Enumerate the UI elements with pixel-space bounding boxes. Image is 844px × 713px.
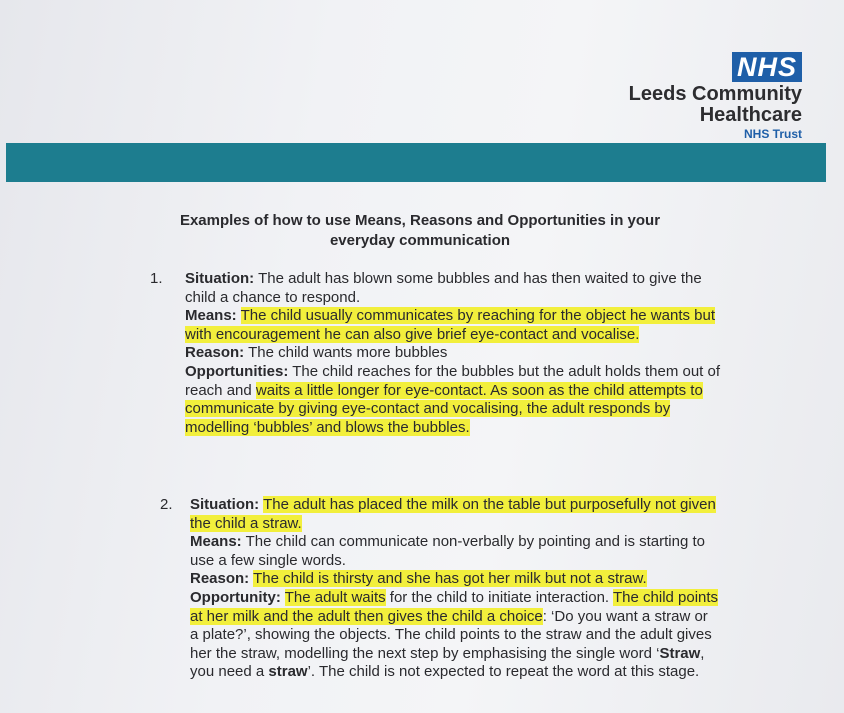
reason-paragraph <box>185 344 720 363</box>
means-label: Means: <box>185 307 237 325</box>
opportunity-text-continued: : ‘Do you want a straw or a plate?’, showing the objects. The child points to the straw and the adult gives her the straw, modelling the next step by emphasising the single word ‘ <box>190 607 712 662</box>
header-band <box>6 143 826 182</box>
means-text: The child can communicate non-verbally by pointing and is starting to use a few single words. <box>190 533 706 569</box>
list-item <box>160 496 720 682</box>
opportunity-paragraph <box>190 589 720 682</box>
opportunity-text: for the child to initiate interaction. <box>389 588 610 606</box>
word-straw: Straw <box>659 644 701 662</box>
org-trust: NHS Trust <box>743 127 802 141</box>
opportunity-choice-highlight: The child points at her milk and the adult then gives the child a choice <box>190 588 719 625</box>
opportunity-label: Opportunity: <box>190 588 281 606</box>
org-name-line1: Leeds Community <box>628 83 802 105</box>
situation-label: Situation: <box>190 496 260 513</box>
reason-text: The child wants more bubbles <box>248 344 448 362</box>
reason-label: Reason: <box>190 570 250 588</box>
opportunity-highlight: The adult waits <box>284 588 386 606</box>
reason-label: Reason: <box>185 344 245 362</box>
opportunity-text-end: ’. The child is not expected to repeat the word at this stage. <box>307 663 700 681</box>
title-line-2: everyday communication <box>329 232 511 249</box>
reason-paragraph <box>190 570 720 589</box>
nhs-logo-box: NHS <box>732 52 802 82</box>
situation-text: The adult has blown some bubbles and has then waited to give the child a chance to respond. <box>185 270 702 306</box>
situation-text: The adult has placed the milk on the table but purposefully not given the child a straw. <box>190 496 716 532</box>
opportunity-text: The child reaches for the bubbles but the adult holds them out of reach and <box>185 362 721 399</box>
means-label: Means: <box>190 533 242 551</box>
opportunity-text-need: , you need a <box>190 644 705 681</box>
title-line-1: Examples of how to use Means, Reasons and Opportunities in your <box>179 212 661 229</box>
means-paragraph <box>185 307 720 344</box>
opportunity-highlight: waits a little longer for eye-contact. As soon as the child attempts to communicate by giving eye-contact and vocalising, the adult responds by modelling ‘bubbles’ and blows the bubbles. <box>185 381 703 436</box>
nhs-logo <box>629 52 802 142</box>
situation-paragraph <box>190 496 720 533</box>
situation-label: Situation: <box>185 270 255 287</box>
reason-text: The child is thirsty and she has got her milk but not a straw. <box>253 570 647 588</box>
org-name-line2: Healthcare <box>699 104 802 126</box>
item-number: 1. <box>150 270 163 287</box>
situation-paragraph <box>185 270 720 307</box>
word-straw-2: straw <box>268 663 308 681</box>
item-number: 2. <box>160 496 173 513</box>
list-item <box>150 270 720 437</box>
opportunity-label: Opportunities: <box>185 362 289 380</box>
means-paragraph <box>190 533 720 570</box>
document-title <box>130 211 710 251</box>
means-text: The child usually communicates by reaching for the object he wants but with encouragement he can also give brief eye-contact and vocalise. <box>185 307 716 343</box>
opportunity-paragraph <box>185 363 720 437</box>
